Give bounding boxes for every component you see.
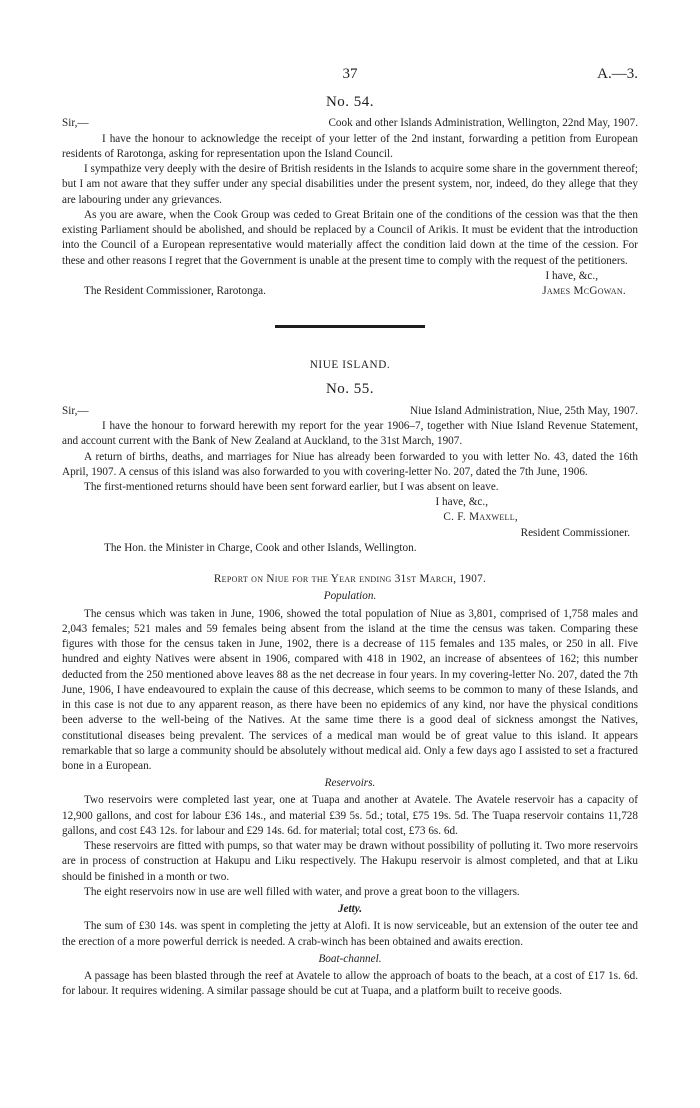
niue-island-heading: NIUE ISLAND. xyxy=(309,359,391,372)
letter-54-place-date: Cook and other Islands Administration, Wellington, 22nd May, 1907. xyxy=(328,117,638,130)
reservoirs-paragraph-1: Two reservoirs were completed last year, one at Tuapa and another at Avatele. The Avatele reservoir has a capacity of 12,900 gallons, and cost for labour £36 14s., and material £39 5s. 5d.; total, £75 19s. 5d. The Tuapa reservoir contains 11,728 gallons, and cost £43 12s. for labour and £29 14s. 6d. for material; total cost, £73 6s. 6d. xyxy=(62,794,638,837)
section-heading-boat-channel: Boat-channel. xyxy=(318,952,382,965)
letter-54-addressee: The Resident Commissioner, Rarotonga. xyxy=(84,284,266,297)
letter-54-heading-row xyxy=(62,116,638,131)
page-header xyxy=(62,64,638,86)
reservoirs-paragraph-3: The eight reservoirs now in use are well filled with water, and prove a great boon to the villagers. xyxy=(84,885,520,898)
page-number: 37 xyxy=(342,66,358,82)
letter-55-salutation: Sir,— xyxy=(62,404,89,417)
jetty-paragraph-1: The sum of £30 14s. was spent in completing the jetty at Alofi. It is now serviceable, but an extension of the outer tee and the erection of a more powerful derrick is needed. A crab-winch has been obtained and awaits erection. xyxy=(62,920,638,948)
letter-54-paragraph-2: I sympathize very deeply with the desire of British residents in the Islands to acquire some share in the government thereof; but I am not aware that they suffer under any special disabilities under the present system, nor, indeed, do they allege that they are labouring under any grievances. xyxy=(62,163,638,206)
document-reference: A.—3. xyxy=(597,66,638,82)
letter-55-number: No. 55. xyxy=(325,381,375,398)
letter-54-number: No. 54. xyxy=(325,94,375,110)
document-page xyxy=(62,64,638,1000)
section-divider xyxy=(275,325,425,328)
letter-55-signature xyxy=(62,510,638,525)
letter-54-footer-row xyxy=(62,284,638,299)
report-title: Report on Niue for the Year ending 31st March, 1907. xyxy=(213,573,487,586)
letter-54-signature: James McGowan. xyxy=(542,284,626,297)
letter-55-place-date: Niue Island Administration, Niue, 25th May, 1907. xyxy=(410,404,638,417)
letter-54-salutation: Sir,— xyxy=(62,117,89,130)
section-heading-jetty: Jetty. xyxy=(337,903,363,916)
letter-55-paragraph-2: A return of births, deaths, and marriages for Niue has already been forwarded to you with letter No. 43, dated the 16th April, 1907. A census of this island was also forwarded to you with covering-letter No. 207, dated the 7th June, 1906. xyxy=(62,450,638,478)
letter-55-closing: I have, &c., xyxy=(435,496,488,509)
letter-54-closing: I have, &c., xyxy=(545,269,598,282)
letter-55-signature-title: Resident Commissioner. xyxy=(520,526,630,539)
letter-54-paragraph-1: I have the honour to acknowledge the receipt of your letter of the 2nd instant, forwarding a petition from European residents of Rarotonga, asking for representation upon the Island Council. xyxy=(62,132,638,160)
section-heading-reservoirs: Reservoirs. xyxy=(324,777,376,790)
letter-55-paragraph-1: I have the honour to forward herewith my report for the year 1906–7, together with Niue Island Revenue Statement, and account current with the Bank of New Zealand at Auckland, to the 31st March, 1907. xyxy=(62,420,638,448)
letter-55-paragraph-3: The first-mentioned returns should have been sent forward earlier, but I was absent on leave. xyxy=(84,481,499,493)
boat-channel-paragraph-1: A passage has been blasted through the reef at Avatele to allow the approach of boats to the beach, at a cost of £17 1s. 6d. for labour. It requires widening. A similar passage should be cut at Tuapa, and a platform built to receive goods. xyxy=(62,970,638,998)
letter-55-heading-row xyxy=(62,404,638,419)
letter-55-signature-name: C. F. Maxwell, xyxy=(443,511,518,524)
letter-55-addressee: The Hon. the Minister in Charge, Cook and other Islands, Wellington. xyxy=(104,541,417,554)
letter-54-paragraph-3: As you are aware, when the Cook Group was ceded to Great Britain one of the conditions of the cession was that the then existing Parliament should be abolished, and should be replaced by a Council of Arikis. It must be evident that the introduction into the Council of a European representative would materially affect the condition laid down at the time of the cession. For these and other reasons I regret that the Government is unable at the present time to comply with the request of the petitioners. xyxy=(62,208,638,267)
population-paragraph-1: The census which was taken in June, 1906, showed the total population of Niue as 3,801, comprised of 1,758 males and 2,043 females; 521 males and 59 females being absent from the island at the time the census was taken. Comparing these figures with those for the census taken in June, 1902, there is a decrease of 115 females and 135 males, or 250 in all. Five hundred and eighty Natives were absent in 1906, compared with 418 in 1902, an increase of absentees of 162; this number deducted from the 250 mentioned above leaves 88 as the net decrease in four years. In my covering-letter No. 207, dated the 7th June, 1906, I have endeavoured to explain the cause of this decrease, which seems to be common to many of these Islands, and in this case is not due to any apparent reason, as there have been no epidemics of any kind, nor have the physical conditions been adverse to the well-being of the Natives. At the same time there is a good deal of sickness amongst the Natives, constitutional diseases being prevalent. The services of a medical man would be of great value to this island. It appears remarkable that so large a community should be absolutely without medical aid. Only a few days ago I assisted to set a fractured bone in a European. xyxy=(62,607,638,772)
reservoirs-paragraph-2: These reservoirs are fitted with pumps, so that water may be drawn without possibility of polluting it. Two more reservoirs are in process of construction at Hakupu and Liku respectively. The Hakupu reservoir is almost completed, and that at Liku should be finished in a month or two. xyxy=(62,840,638,883)
section-heading-population: Population. xyxy=(323,590,377,603)
